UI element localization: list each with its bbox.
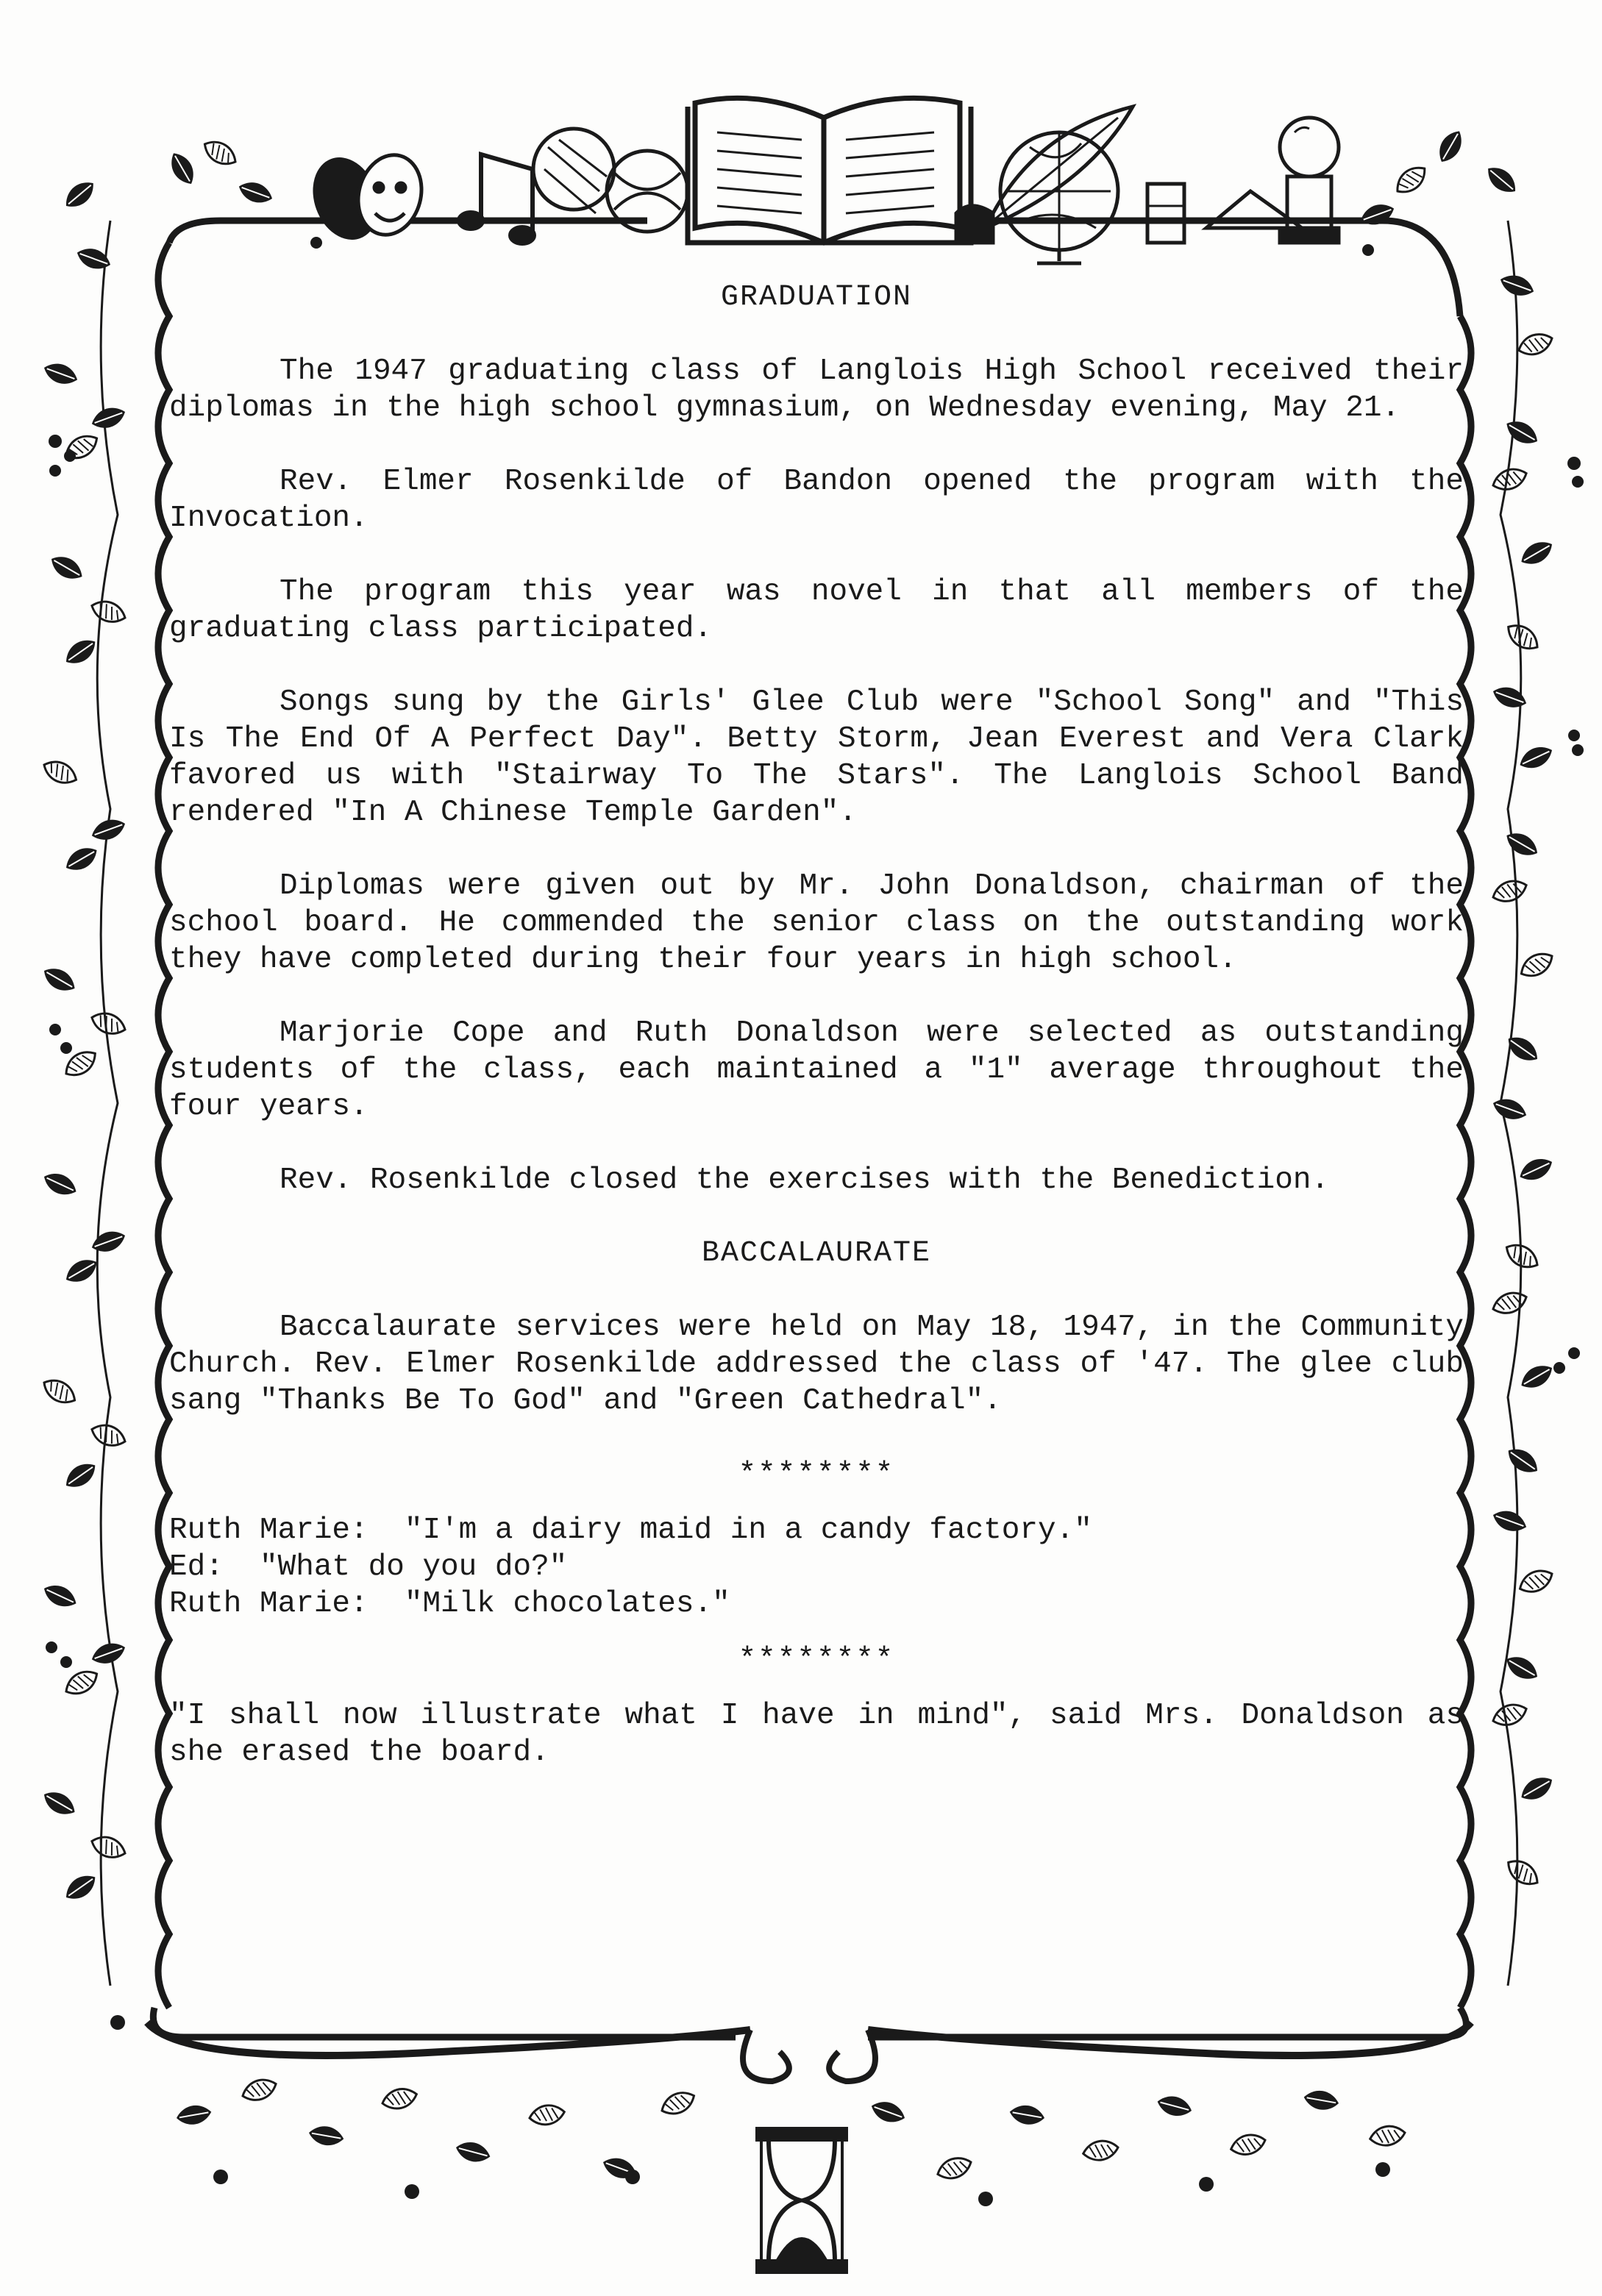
paragraph: Marjorie Cope and Ruth Donaldson were selected as outstanding students of the class, each maintained a "1" average throughout the four years. — [169, 1016, 1464, 1124]
section-heading-baccalaurate: BACCALAURATE — [701, 1237, 932, 1270]
bottom-scroll-banner — [147, 2022, 1471, 2081]
drama-masks-icon — [305, 148, 430, 246]
separator: ******** — [738, 1458, 895, 1491]
paragraph: Rev. Elmer Rosenkilde of Bandon opened the program with the Invocation. — [169, 465, 1464, 535]
left-vine — [97, 221, 118, 1986]
paragraph: Songs sung by the Girls' Glee Club were "School Song" and "This Is The End Of A Perfect Day". Betty Storm, Jean Everest and Vera Clark favored us with "Stairway To The Stars". The Langlois School Band rendered "In A Chinese Temple Garden". — [169, 685, 1464, 830]
joke-line: Ed: "What do you do?" — [169, 1550, 568, 1584]
music-notes-icon — [459, 154, 534, 243]
joke-line: Ruth Marie: "I'm a dairy maid in a candy factory." — [169, 1514, 1092, 1547]
hourglass-icon — [758, 2129, 846, 2272]
left-leaves — [40, 176, 129, 2030]
joke-paragraph: "I shall now illustrate what I have in mind", said Mrs. Donaldson as she erased the board. — [169, 1699, 1464, 1769]
paragraph: Rev. Rosenkilde closed the exercises with the Benediction. — [280, 1163, 1330, 1197]
document-body — [169, 279, 1464, 1771]
joke-line: Ruth Marie: "Milk chocolates." — [169, 1587, 730, 1621]
open-book-icon — [688, 98, 971, 243]
paragraph: Diplomas were given out by Mr. John Donaldson, chairman of the school board. He commended the senior class on the outstanding work they have completed during their four years in high school. — [169, 869, 1464, 977]
section-heading-graduation: GRADUATION — [720, 281, 913, 314]
paragraph: The 1947 graduating class of Langlois High School received their diplomas in the high school gymnasium, on Wednesday evening, May 21. — [169, 354, 1464, 425]
right-leaves — [1482, 161, 1584, 1890]
ball-icon — [533, 129, 688, 232]
paragraph: The program this year was novel in that all members of the graduating class participated. — [169, 575, 1464, 646]
paragraph: Baccalaurate services were held on May 18, 1947, in the Community Church. Rev. Elmer Rosenkilde addressed the class of '47. The glee club sang "Thanks Be To God" and "Green Cathedral". — [169, 1311, 1464, 1418]
separator: ******** — [738, 1643, 895, 1677]
